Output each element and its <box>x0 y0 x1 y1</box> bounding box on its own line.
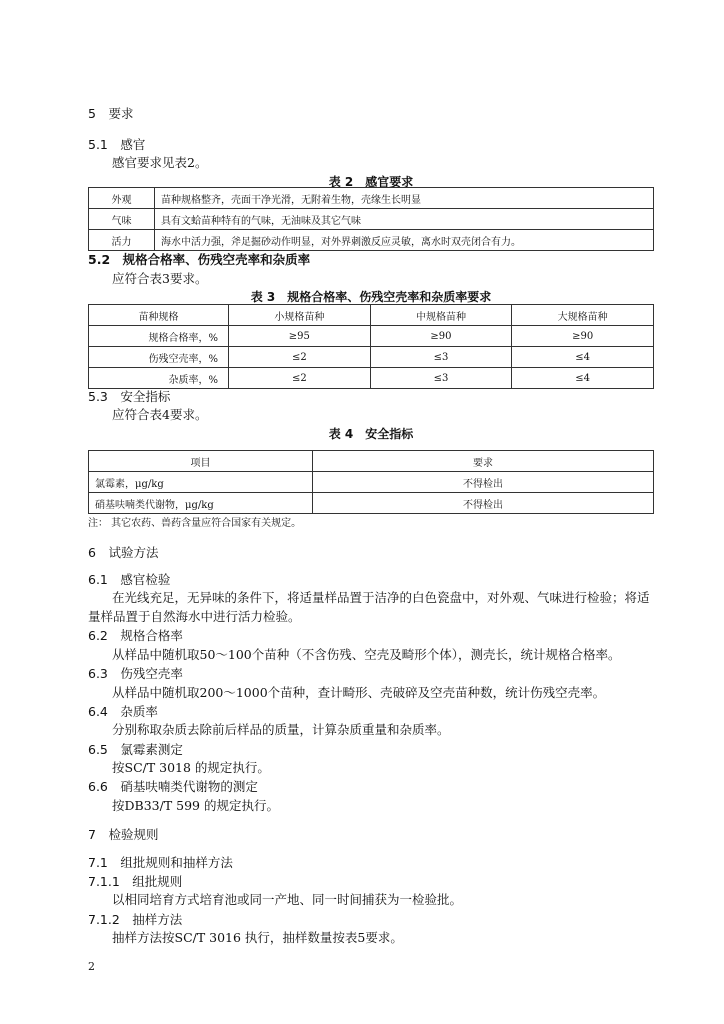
table-cell: 伤残空壳率，% <box>89 347 229 368</box>
table-3-caption: 表 3 规格合格率、伤残空壳率和杂质率要求 <box>250 290 492 304</box>
table-cell: 气味 <box>89 209 155 230</box>
table-cell: 规格合格率，% <box>89 326 229 347</box>
section-6-4-heading: 6.4 杂质率 <box>88 704 158 719</box>
table-header-cell: 小规格苗种 <box>229 305 371 326</box>
table-cell: 氯霉素，μg/kg <box>89 472 313 493</box>
table-cell: ≤4 <box>512 368 654 389</box>
table-cell: 外观 <box>89 188 155 209</box>
table-cell: 苗种规格整齐，壳面干净光滑，无附着生物，壳缘生长明显 <box>155 188 654 209</box>
section-6-5-body: 按SC/T 3018 的规定执行。 <box>112 760 270 775</box>
table-cell: ≥90 <box>512 326 654 347</box>
section-6-5-heading: 6.5 氯霉素测定 <box>88 742 183 757</box>
table-2 <box>88 187 654 251</box>
table-2-caption: 表 2 感官要求 <box>328 175 414 189</box>
table-header-cell: 大规格苗种 <box>512 305 654 326</box>
table-cell: 活力 <box>89 230 155 251</box>
table-cell: 不得检出 <box>313 472 654 493</box>
table-cell: 硝基呋喃类代谢物，μg/kg <box>89 493 313 514</box>
section-6-6-heading: 6.6 硝基呋喃类代谢物的测定 <box>88 779 258 794</box>
table-cell: ≤3 <box>370 368 512 389</box>
table-4-note: 注： 其它农药、兽药含量应符合国家有关规定。 <box>88 518 302 529</box>
table-header-cell: 要求 <box>313 451 654 472</box>
section-6-1-body-line2: 量样品置于自然海水中进行活力检验。 <box>88 609 301 624</box>
section-6-2-heading: 6.2 规格合格率 <box>88 628 183 643</box>
section-7-1-1-body: 以相同培育方式培育池或同一产地、同一时间捕获为一检验批。 <box>112 892 463 907</box>
table-row <box>89 188 654 209</box>
section-7-heading: 7 检验规则 <box>88 827 159 842</box>
section-6-3-heading: 6.3 伤残空壳率 <box>88 666 183 681</box>
table-cell: ≤3 <box>370 347 512 368</box>
page-number: 2 <box>88 960 95 973</box>
table-row <box>89 230 654 251</box>
table-cell: ≥90 <box>370 326 512 347</box>
table-cell: ≤2 <box>229 368 371 389</box>
table-cell: 海水中活力强，斧足掘砂动作明显，对外界刺激反应灵敏，离水时双壳闭合有力。 <box>155 230 654 251</box>
table-cell: 不得检出 <box>313 493 654 514</box>
section-7-1-1-heading: 7.1.1 组批规则 <box>88 874 183 889</box>
section-6-6-body: 按DB33/T 599 的规定执行。 <box>112 798 279 813</box>
table-header-cell: 苗种规格 <box>89 305 229 326</box>
table-row <box>89 347 654 368</box>
table-4-caption: 表 4 安全指标 <box>328 427 414 441</box>
table-3 <box>88 304 654 389</box>
section-5-3-body: 应符合表4要求。 <box>112 407 208 422</box>
table-row <box>89 326 654 347</box>
table-cell: ≤4 <box>512 347 654 368</box>
table-4 <box>88 450 654 514</box>
table-row <box>89 493 654 514</box>
table-cell: 杂质率，% <box>89 368 229 389</box>
section-6-1-body-line1: 在光线充足，无异味的条件下，将适量样品置于洁净的白色瓷盘中，对外观、气味进行检验；将适 <box>112 590 650 605</box>
table-row <box>89 209 654 230</box>
section-7-1-2-heading: 7.1.2 抽样方法 <box>88 912 183 927</box>
section-6-3-body: 从样品中随机取200～1000个苗种，查计畸形、壳破碎及空壳苗种数，统计伤残空壳率。 <box>112 685 606 700</box>
table-header-cell: 中规格苗种 <box>370 305 512 326</box>
section-6-4-body: 分别称取杂质去除前后样品的质量，计算杂质重量和杂质率。 <box>112 722 450 737</box>
table-cell: ≤2 <box>229 347 371 368</box>
section-5-3-heading: 5.3 安全指标 <box>88 389 171 404</box>
table-cell: ≥95 <box>229 326 371 347</box>
table-header-row <box>89 305 654 326</box>
section-5-1-body: 感官要求见表2。 <box>112 155 208 170</box>
table-row <box>89 368 654 389</box>
section-6-2-body: 从样品中随机取50～100个苗种（不含伤残、空壳及畸形个体），测壳长，统计规格合格率。 <box>112 647 621 662</box>
section-6-1-heading: 6.1 感官检验 <box>88 572 171 587</box>
table-header-cell: 项目 <box>89 451 313 472</box>
section-7-1-heading: 7.1 组批规则和抽样方法 <box>88 855 233 870</box>
section-6-heading: 6 试验方法 <box>88 545 159 560</box>
section-5-heading: 5 要求 <box>88 106 134 121</box>
section-5-2-body: 应符合表3要求。 <box>112 271 208 286</box>
table-row <box>89 472 654 493</box>
section-5-1-heading: 5.1 感官 <box>88 137 146 152</box>
table-cell: 具有文蛤苗种特有的气味，无油味及其它气味 <box>155 209 654 230</box>
table-header-row <box>89 451 654 472</box>
section-5-2-heading: 5.2 规格合格率、伤残空壳率和杂质率 <box>88 252 311 267</box>
section-7-1-2-body: 抽样方法按SC/T 3016 执行，抽样数量按表5要求。 <box>112 930 403 945</box>
